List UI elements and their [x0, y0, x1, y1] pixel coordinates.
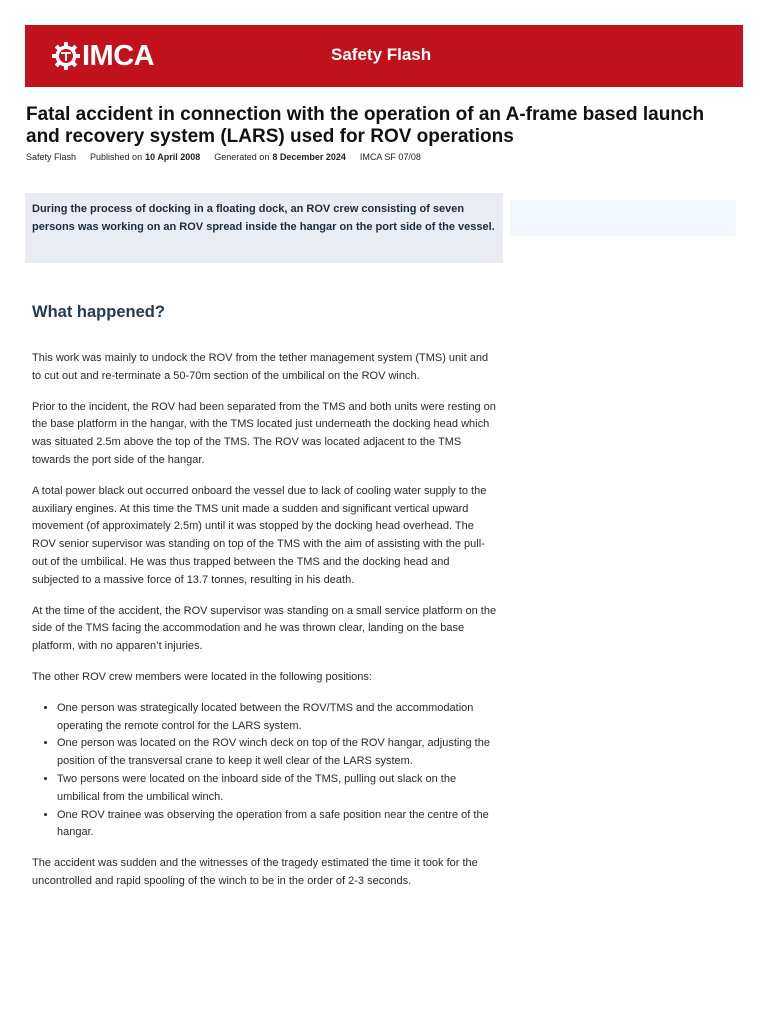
paragraph: This work was mainly to undock the ROV from the tether management system (TMS) unit and to cut out and re-terminate a 50-70m section of the umbilical on the ROV winch. — [32, 352, 489, 382]
summary-text: During the process of docking in a floating dock, an ROV crew consisting of seven persons was working on an ROV spread inside the hangar on the port side of the vessel. — [32, 203, 495, 233]
logo-text: IMCA — [82, 40, 155, 72]
section-heading: What happened? — [32, 303, 165, 321]
gear-logo-icon — [51, 41, 81, 71]
list-item: • Two persons were located on the inboard side of the TMS, pulling out slack on the umbilical from the umbilical winch. — [57, 771, 498, 807]
paragraph: The other ROV crew members were located in the following positions: — [32, 670, 372, 683]
summary-box — [25, 193, 503, 263]
imca-logo[interactable] — [51, 38, 154, 74]
published-label: Published on — [90, 152, 143, 162]
paragraph: At the time of the accident, the ROV supervisor was standing on a small service platform on the side of the TMS facing the accommodation and he was thrown clear, landing on the base platform, with no apparen’t injuries. — [32, 604, 497, 653]
document-meta — [26, 152, 435, 162]
meta-generated — [214, 152, 346, 162]
list-item: • One ROV trainee was observing the operation from a safe position near the centre of the hangar. — [57, 807, 498, 843]
header-banner — [25, 25, 743, 87]
generated-label: Generated on — [214, 152, 270, 162]
meta-reference: IMCA SF 07/08 — [359, 152, 421, 162]
generated-date: 8 December 2024 — [272, 152, 346, 162]
crew-positions-list — [32, 700, 498, 842]
meta-published — [90, 152, 200, 162]
paragraph: A total power black out occurred onboard the vessel due to lack of cooling water supply to the auxiliary engines. At this time the TMS unit made a sudden and significant vertical upward movement (of approximately 2.5m) until it was stopped by the docking head overhead. The ROV senior supervisor was standing on top of the TMS with the aim of assisting with the pull-out of the umbilical. He was thus trapped between the TMS and the docking head and subjected to a massive force of 13.7 tonnes, resulting in his death. — [32, 484, 487, 586]
side-panel — [510, 200, 736, 236]
published-date: 10 April 2008 — [145, 152, 201, 162]
page-title: Fatal accident in connection with the operation of an A-frame based launch and recovery system (LARS) used for ROV operations — [26, 104, 705, 147]
meta-type: Safety Flash — [26, 152, 77, 162]
paragraph: Prior to the incident, the ROV had been separated from the TMS and both units were resting on the base platform in the hangar, with the TMS located just underneath the docking head which was situated 2.5m above the top of the TMS. The ROV was located adjacent to the TMS towards the port side of the hangar. — [32, 400, 496, 466]
banner-title: Safety Flash — [331, 45, 432, 64]
list-item: • One person was strategically located between the ROV/TMS and the accommodation operating the remote control for the LARS system. — [57, 700, 498, 736]
section-body — [32, 350, 498, 904]
list-item: • One person was located on the ROV winch deck on top of the ROV hangar, adjusting the position of the transversal crane to keep it well clear of the LARS system. — [57, 735, 498, 771]
closing-paragraph: The accident was sudden and the witnesses of the tragedy estimated the time it took for the uncontrolled and rapid spooling of the winch to be in the order of 2-3 seconds. — [32, 857, 478, 887]
